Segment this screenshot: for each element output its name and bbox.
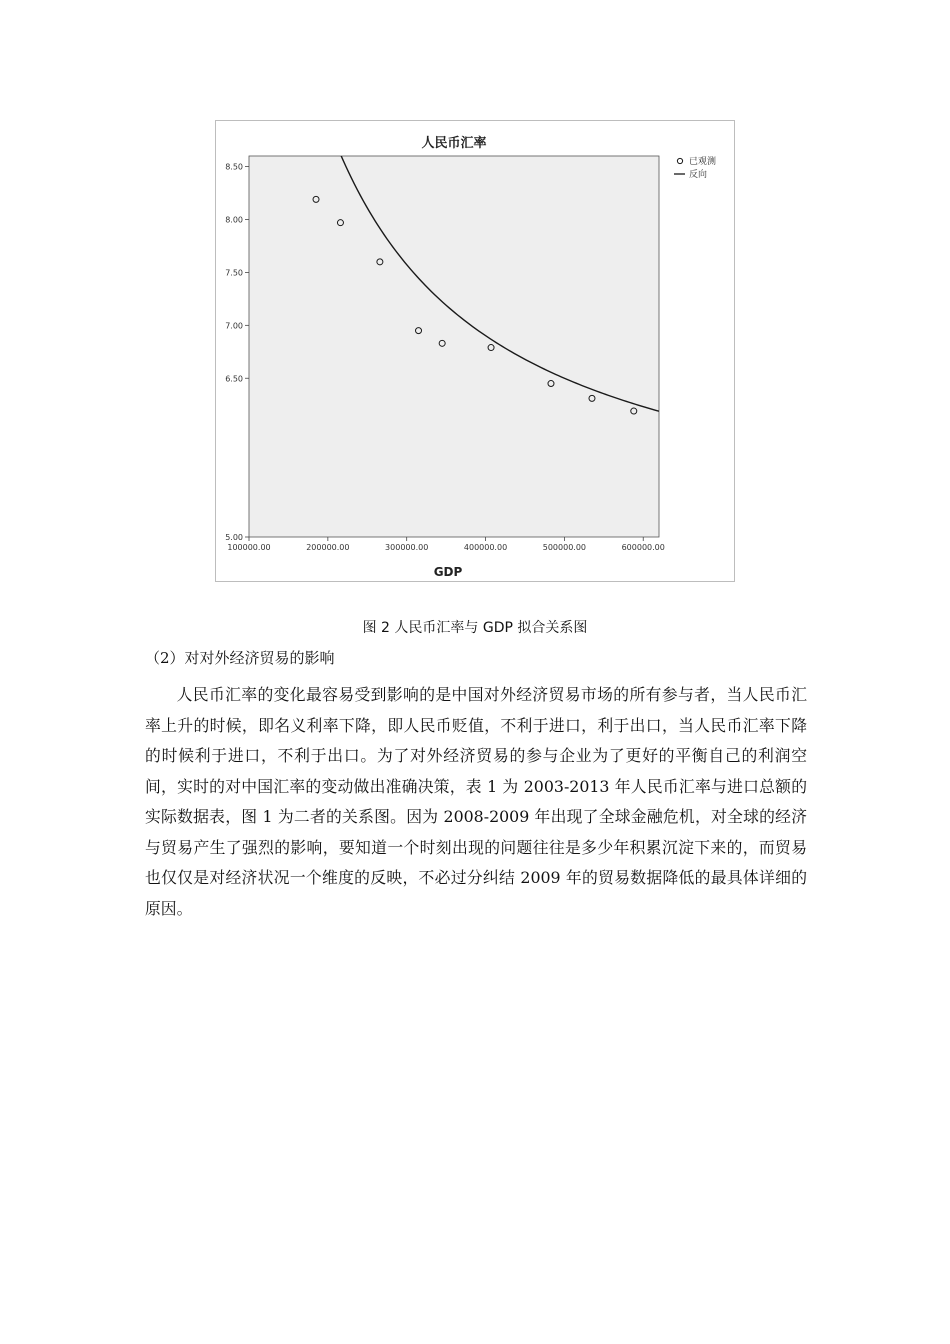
x-tick-label: 200000.00 [306,543,350,552]
y-tick-label: 7.00 [225,321,243,331]
y-tick-label: 8.50 [225,162,243,172]
y-tick-label: 5.00 [225,533,243,542]
scatter-chart [216,121,736,583]
legend-marker-observed [677,158,682,163]
chart-title: 人民币汇率 [421,136,487,151]
figure-caption: 图 2 人民币汇率与 GDP 拟合关系图 [362,620,588,636]
x-axis-label: GDP [433,565,463,579]
section-subheading: （2）对对外经济贸易的影响 [145,649,335,667]
body-paragraph: 人民币汇率的变化最容易受到影响的是中国对外经济贸易市场的所有参与者，当人民币汇率上升的时候，即名义利率下降，即人民币贬值，不利于进口，利于出口，当人民币汇率下降的时候利于进口，不利于出口。为了对外经济贸易的参与企业为了更好的平衡自己的利润空间，实时的对中国汇率的变动做出准确决策，表 1 为 2003-2013 年人民币汇率与进口总额的实际数据表，图 1 为二者的关系图。因为 2008-2009 年出现了全球金融危机，对全球的经济与贸易产生了强烈的影响，要知道一个时刻出现的问题往往是多少年积累沉淀下来的，而贸易也仅仅是对经济状况一个维度的反映，不必过分纠结 2009 年的贸易数据降低的最具体详细的原因。 [145,685,807,918]
y-tick-label: 7.50 [225,268,243,278]
x-tick-label: 600000.00 [621,543,665,552]
figure-frame [215,120,735,582]
legend-label-observed: 已观测 [689,157,717,167]
x-tick-label: 100000.00 [227,543,271,552]
x-tick-label: 400000.00 [463,543,508,552]
y-tick-label: 6.50 [225,374,243,384]
x-tick-label: 500000.00 [542,543,587,552]
y-tick-label: 8.00 [225,215,243,225]
plot-area [249,156,659,537]
x-tick-label: 300000.00 [385,543,429,552]
legend-label-fit: 反向 [689,170,708,180]
